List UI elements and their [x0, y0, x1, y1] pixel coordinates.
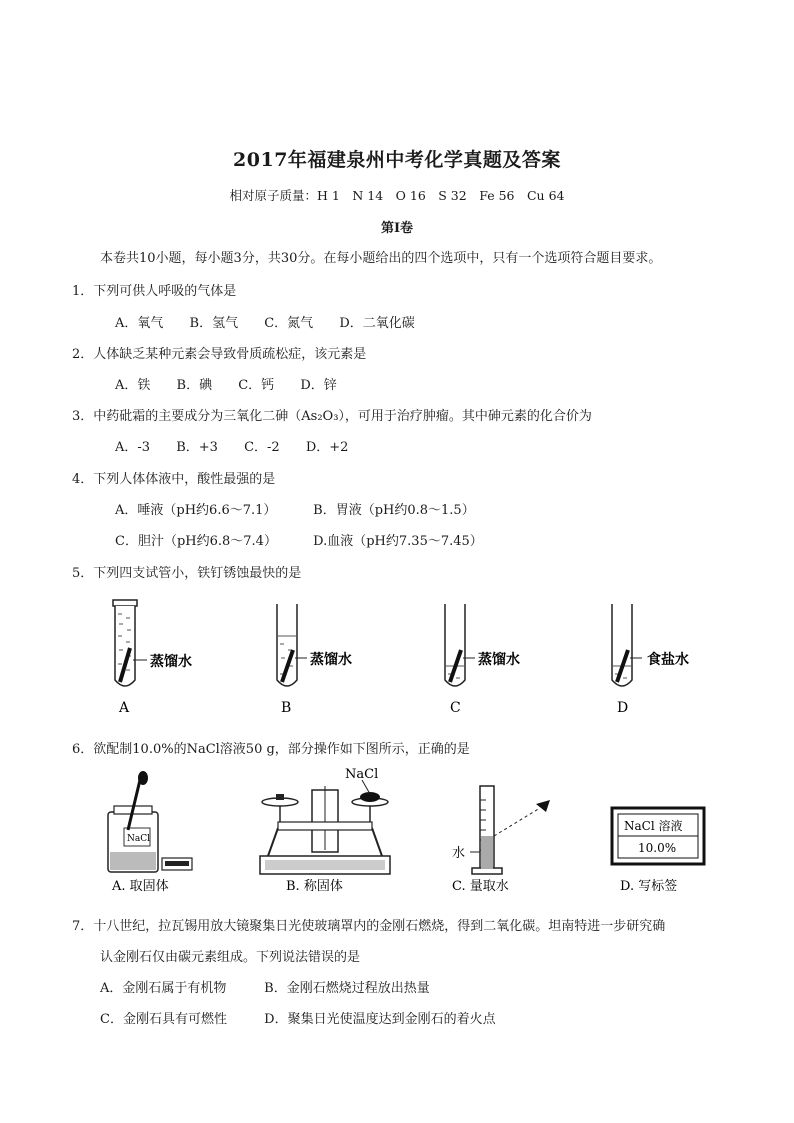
question-5-stem: 5．下列四支试管小，铁钉锈蚀最快的是	[72, 566, 302, 581]
label-line-1: NaCl 溶液	[624, 819, 683, 833]
jar-label: NaCl	[127, 834, 151, 844]
option-d: D．二氧化碳	[339, 316, 415, 331]
question-2-stem: 2．人体缺乏某种元素会导致骨质疏松症，该元素是	[72, 347, 367, 362]
option-a: A．-3	[115, 440, 151, 455]
tube-a-letter: A	[119, 700, 130, 716]
question-4-stem: 4．下列人体体液中，酸性最强的是	[72, 472, 276, 487]
atomic-masses: 相对原子质量：H 1 N 14 O 16 S 32 Fe 56 Cu 64	[229, 188, 565, 203]
question-7-options-row2	[100, 1008, 518, 1027]
option-a: A．唾液（pH约6.6～7.1）	[115, 503, 277, 518]
option-b: B．金刚石燃烧过程放出热量	[264, 981, 430, 996]
question-7-options-row1	[100, 977, 452, 996]
option-b: B．+3	[176, 440, 218, 455]
solution-label-card	[612, 808, 704, 864]
option-d: D．聚集日光使温度达到金刚石的着火点	[264, 1012, 496, 1027]
solution-prep-figure	[100, 760, 720, 898]
option-d: D．锌	[300, 378, 337, 393]
question-4-options-row2	[115, 530, 505, 549]
paper-title: 2017年福建泉州中考化学真题及答案	[233, 149, 561, 171]
figure-b-caption: B. 称固体	[286, 879, 343, 894]
figure-c-caption: C. 量取水	[452, 879, 509, 894]
option-c: C．氮气	[264, 316, 314, 331]
option-d: D.血液（pH约7.35～7.45）	[313, 534, 483, 549]
test-tube-c	[445, 604, 475, 686]
option-a: A．铁	[115, 378, 151, 393]
option-b: B．碘	[176, 378, 213, 393]
tube-b-liquid-label: 蒸馏水	[310, 652, 352, 668]
option-b: B．胃液（pH约0.8～1.5）	[313, 503, 475, 518]
question-7-stem-line2: 认金刚石仅由碳元素组成。下列说法错误的是	[100, 950, 361, 965]
question-3-options	[115, 436, 370, 455]
tube-c-letter: C	[450, 700, 461, 716]
water-label: 水	[452, 846, 466, 861]
test-tubes-figure	[95, 592, 715, 722]
balance-scale	[260, 780, 390, 874]
option-d: D．+2	[305, 440, 349, 455]
volume-heading: 第Ⅰ卷	[380, 221, 414, 236]
question-7-stem-line1: 7．十八世纪，拉瓦锡用放大镜聚集日光使玻璃罩内的金刚石燃烧，得到二氧化碳。坦南特进一步研究确	[72, 919, 666, 934]
instructions: 本卷共10小题，每小题3分，共30分。在每小题给出的四个选项中，只有一个选项符合题目要求。	[100, 251, 662, 266]
question-3-stem: 3．中药砒霜的主要成分为三氧化二砷（As₂O₃），可用于治疗肿瘤。其中砷元素的化合价为	[72, 409, 592, 424]
option-a: A．氧气	[115, 316, 164, 331]
option-c: C．胆汁（pH约6.8～7.4）	[115, 534, 277, 549]
test-tube-a	[113, 600, 147, 686]
tube-c-liquid-label: 蒸馏水	[478, 652, 520, 668]
graduated-cylinder	[470, 786, 550, 874]
reagent-jar-with-spoon	[108, 771, 192, 872]
option-b: B．氢气	[189, 316, 239, 331]
tube-a-liquid-label: 蒸馏水	[150, 654, 192, 670]
option-a: A．金刚石属于有机物	[100, 981, 227, 996]
tube-d-liquid-label: 食盐水	[647, 652, 689, 668]
test-tube-b	[277, 604, 307, 686]
tube-b-letter: B	[281, 700, 292, 716]
question-4-options-row1	[115, 499, 497, 518]
option-c: C．钙	[238, 378, 275, 393]
test-tube-d	[612, 604, 642, 686]
option-c: C．金刚石具有可燃性	[100, 1012, 227, 1027]
option-c: C．-2	[244, 440, 280, 455]
question-2-options	[115, 374, 359, 393]
label-line-2: 10.0%	[638, 841, 677, 855]
question-6-stem: 6．欲配制10.0%的NaCl溶液50 g，部分操作如下图所示，正确的是	[72, 742, 470, 757]
balance-nacl-label: NaCl	[345, 767, 379, 782]
figure-d-caption: D. 写标签	[620, 879, 678, 894]
question-1-stem: 1．下列可供人呼吸的气体是	[72, 284, 237, 299]
question-1-options	[115, 312, 437, 331]
tube-d-letter: D	[617, 700, 629, 716]
figure-a-caption: A. 取固体	[112, 879, 169, 894]
